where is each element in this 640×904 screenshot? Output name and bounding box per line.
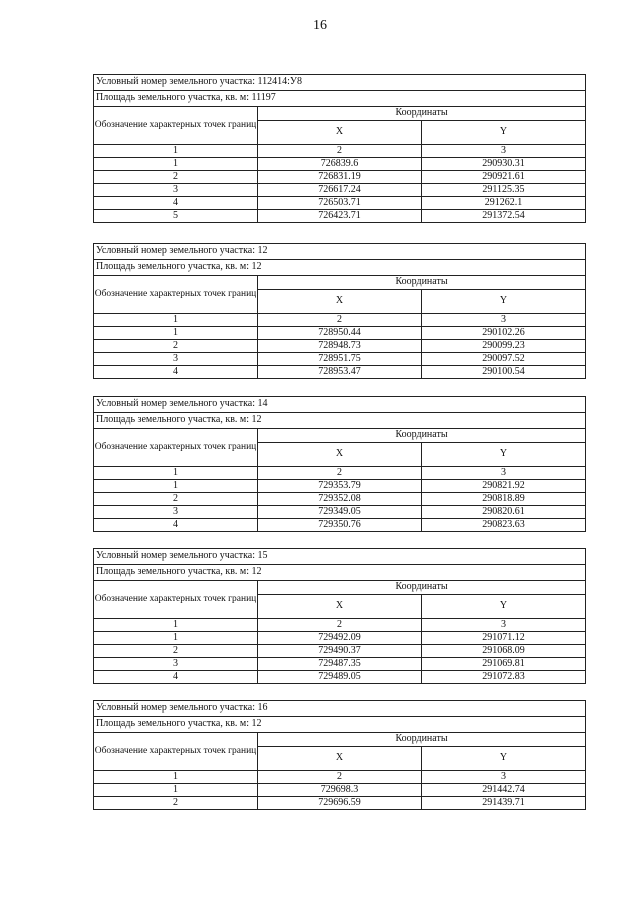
parcel-section bbox=[93, 74, 586, 223]
y-coordinate: 291262.1 bbox=[422, 197, 586, 210]
x-coordinate: 726423.71 bbox=[258, 210, 422, 223]
x-coordinate: 729492.09 bbox=[258, 632, 422, 645]
y-coordinate: 290099.23 bbox=[422, 340, 586, 353]
parcel-area-value: 12 bbox=[251, 414, 262, 426]
designation-header: Обозначение характерных точек границ bbox=[94, 733, 258, 771]
parcel-area-label: Площадь земельного участка, кв. м: bbox=[96, 718, 250, 730]
x-coordinate: 729696.59 bbox=[258, 797, 422, 810]
y-coordinate: 290921.61 bbox=[422, 171, 586, 184]
parcel-number-label: Условный номер земельного участка: bbox=[96, 702, 255, 714]
y-coordinate: 291372.54 bbox=[422, 210, 586, 223]
parcel-number-label: Условный номер земельного участка: bbox=[96, 550, 255, 562]
parcel-number-line bbox=[94, 244, 586, 260]
coordinates-table bbox=[93, 243, 586, 379]
table-row bbox=[94, 158, 586, 171]
parcel-area-value: 12 bbox=[251, 566, 262, 578]
x-header: X bbox=[258, 747, 422, 771]
y-coordinate: 291068.09 bbox=[422, 645, 586, 658]
y-header: Y bbox=[422, 290, 586, 314]
column-index: 1 bbox=[94, 619, 258, 632]
table-row bbox=[94, 197, 586, 210]
column-index: 3 bbox=[422, 314, 586, 327]
table-row bbox=[94, 784, 586, 797]
coordinates-header: Координаты bbox=[258, 581, 586, 595]
parcel-area-label: Площадь земельного участка, кв. м: bbox=[96, 92, 250, 104]
x-header: X bbox=[258, 443, 422, 467]
parcel-area-line bbox=[94, 91, 586, 107]
column-index: 2 bbox=[258, 467, 422, 480]
coordinates-header: Координаты bbox=[258, 733, 586, 747]
point-number: 1 bbox=[94, 480, 258, 493]
parcel-area-value: 12 bbox=[251, 261, 262, 273]
point-number: 2 bbox=[94, 493, 258, 506]
parcel-area-label: Площадь земельного участка, кв. м: bbox=[96, 261, 250, 273]
column-index-row bbox=[94, 619, 586, 632]
parcel-number-label: Условный номер земельного участка: bbox=[96, 245, 255, 257]
point-number: 3 bbox=[94, 353, 258, 366]
column-index: 2 bbox=[258, 771, 422, 784]
table-row bbox=[94, 493, 586, 506]
table-row bbox=[94, 340, 586, 353]
parcel-section bbox=[93, 396, 586, 532]
y-header: Y bbox=[422, 747, 586, 771]
table-row bbox=[94, 171, 586, 184]
parcel-section bbox=[93, 548, 586, 684]
point-number: 3 bbox=[94, 658, 258, 671]
point-number: 2 bbox=[94, 171, 258, 184]
point-number: 4 bbox=[94, 197, 258, 210]
y-header: Y bbox=[422, 443, 586, 467]
x-header: X bbox=[258, 290, 422, 314]
x-coordinate: 729489.05 bbox=[258, 671, 422, 684]
column-index: 1 bbox=[94, 467, 258, 480]
table-row bbox=[94, 671, 586, 684]
parcel-number-label: Условный номер земельного участка: bbox=[96, 76, 255, 88]
x-coordinate: 726831.19 bbox=[258, 171, 422, 184]
y-coordinate: 291072.83 bbox=[422, 671, 586, 684]
table-row bbox=[94, 519, 586, 532]
point-number: 4 bbox=[94, 671, 258, 684]
point-number: 3 bbox=[94, 506, 258, 519]
parcel-number-value: 112414:У8 bbox=[257, 76, 302, 88]
parcel-number-line bbox=[94, 701, 586, 717]
x-coordinate: 728951.75 bbox=[258, 353, 422, 366]
y-header: Y bbox=[422, 121, 586, 145]
y-coordinate: 290097.52 bbox=[422, 353, 586, 366]
table-row bbox=[94, 797, 586, 810]
x-coordinate: 728948.73 bbox=[258, 340, 422, 353]
parcel-area-line bbox=[94, 413, 586, 429]
coordinates-header: Координаты bbox=[258, 429, 586, 443]
coordinates-table bbox=[93, 700, 586, 810]
table-row bbox=[94, 480, 586, 493]
parcel-area-line bbox=[94, 565, 586, 581]
parcel-area-label: Площадь земельного участка, кв. м: bbox=[96, 414, 250, 426]
parcel-section bbox=[93, 243, 586, 379]
y-coordinate: 291069.81 bbox=[422, 658, 586, 671]
y-coordinate: 290820.61 bbox=[422, 506, 586, 519]
parcel-area-value: 12 bbox=[251, 718, 262, 730]
table-row bbox=[94, 353, 586, 366]
point-number: 3 bbox=[94, 184, 258, 197]
parcel-number-line bbox=[94, 549, 586, 565]
parcel-area-line bbox=[94, 717, 586, 733]
y-coordinate: 291125.35 bbox=[422, 184, 586, 197]
parcel-number-value: 14 bbox=[257, 398, 268, 410]
x-coordinate: 729487.35 bbox=[258, 658, 422, 671]
parcel-number-line bbox=[94, 397, 586, 413]
point-number: 1 bbox=[94, 327, 258, 340]
point-number: 1 bbox=[94, 158, 258, 171]
parcel-number-value: 15 bbox=[257, 550, 268, 562]
point-number: 4 bbox=[94, 366, 258, 379]
x-coordinate: 729353.79 bbox=[258, 480, 422, 493]
column-index: 3 bbox=[422, 771, 586, 784]
x-coordinate: 728950.44 bbox=[258, 327, 422, 340]
x-header: X bbox=[258, 595, 422, 619]
table-row bbox=[94, 632, 586, 645]
y-coordinate: 290823.63 bbox=[422, 519, 586, 532]
column-index: 3 bbox=[422, 145, 586, 158]
table-row bbox=[94, 184, 586, 197]
x-coordinate: 729490.37 bbox=[258, 645, 422, 658]
column-index-row bbox=[94, 467, 586, 480]
designation-header: Обозначение характерных точек границ bbox=[94, 581, 258, 619]
coordinates-header: Координаты bbox=[258, 276, 586, 290]
x-coordinate: 729350.76 bbox=[258, 519, 422, 532]
y-coordinate: 291071.12 bbox=[422, 632, 586, 645]
x-coordinate: 729698.3 bbox=[258, 784, 422, 797]
column-index: 2 bbox=[258, 314, 422, 327]
y-coordinate: 290930.31 bbox=[422, 158, 586, 171]
point-number: 1 bbox=[94, 784, 258, 797]
coordinates-table bbox=[93, 396, 586, 532]
x-coordinate: 729352.08 bbox=[258, 493, 422, 506]
parcel-number-value: 12 bbox=[257, 245, 268, 257]
x-coordinate: 726617.24 bbox=[258, 184, 422, 197]
table-row bbox=[94, 327, 586, 340]
point-number: 5 bbox=[94, 210, 258, 223]
table-row bbox=[94, 658, 586, 671]
column-index: 2 bbox=[258, 619, 422, 632]
parcel-area-line bbox=[94, 260, 586, 276]
table-row bbox=[94, 366, 586, 379]
x-coordinate: 726839.6 bbox=[258, 158, 422, 171]
parcel-area-label: Площадь земельного участка, кв. м: bbox=[96, 566, 250, 578]
coordinates-header: Координаты bbox=[258, 107, 586, 121]
designation-header: Обозначение характерных точек границ bbox=[94, 276, 258, 314]
table-row bbox=[94, 506, 586, 519]
column-index: 3 bbox=[422, 619, 586, 632]
parcel-section bbox=[93, 700, 586, 810]
coordinates-table bbox=[93, 548, 586, 684]
column-index: 1 bbox=[94, 145, 258, 158]
parcel-area-value: 11197 bbox=[251, 92, 276, 104]
y-coordinate: 290818.89 bbox=[422, 493, 586, 506]
y-coordinate: 290102.26 bbox=[422, 327, 586, 340]
column-index: 3 bbox=[422, 467, 586, 480]
point-number: 1 bbox=[94, 632, 258, 645]
x-coordinate: 726503.71 bbox=[258, 197, 422, 210]
y-coordinate: 290821.92 bbox=[422, 480, 586, 493]
y-coordinate: 290100.54 bbox=[422, 366, 586, 379]
point-number: 2 bbox=[94, 340, 258, 353]
y-coordinate: 291439.71 bbox=[422, 797, 586, 810]
column-index: 1 bbox=[94, 771, 258, 784]
y-coordinate: 291442.74 bbox=[422, 784, 586, 797]
coordinates-table bbox=[93, 74, 586, 223]
point-number: 4 bbox=[94, 519, 258, 532]
table-row bbox=[94, 210, 586, 223]
parcel-number-line bbox=[94, 75, 586, 91]
x-coordinate: 729349.05 bbox=[258, 506, 422, 519]
table-row bbox=[94, 645, 586, 658]
column-index-row bbox=[94, 771, 586, 784]
column-index: 1 bbox=[94, 314, 258, 327]
parcel-number-label: Условный номер земельного участка: bbox=[96, 398, 255, 410]
x-coordinate: 728953.47 bbox=[258, 366, 422, 379]
column-index-row bbox=[94, 314, 586, 327]
x-header: X bbox=[258, 121, 422, 145]
designation-header: Обозначение характерных точек границ bbox=[94, 429, 258, 467]
parcel-number-value: 16 bbox=[257, 702, 268, 714]
point-number: 2 bbox=[94, 645, 258, 658]
column-index: 2 bbox=[258, 145, 422, 158]
page-number: 16 bbox=[313, 18, 327, 33]
designation-header: Обозначение характерных точек границ bbox=[94, 107, 258, 145]
point-number: 2 bbox=[94, 797, 258, 810]
y-header: Y bbox=[422, 595, 586, 619]
column-index-row bbox=[94, 145, 586, 158]
